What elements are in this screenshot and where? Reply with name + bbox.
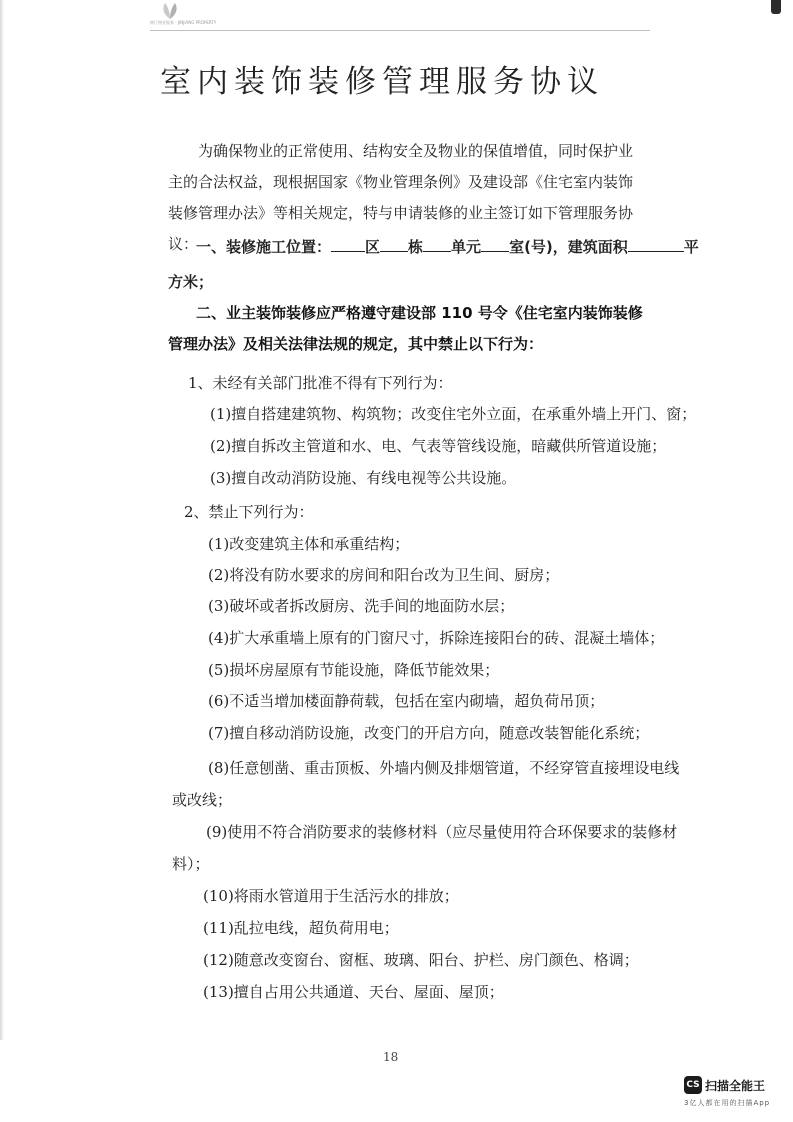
building-label: 栋 bbox=[408, 238, 424, 256]
section1-heading: 1、未经有关部门批准不得有下列行为： bbox=[188, 374, 453, 392]
company-logo bbox=[150, 2, 217, 32]
section2-item: (10)将雨水管道用于生活污水的排放； bbox=[203, 887, 459, 905]
section2-item: (3)破坏或者拆改厨房、洗手间的地面防水层； bbox=[208, 597, 515, 615]
section2-item-continued: 料）； bbox=[172, 855, 210, 873]
clause2-paragraph: 二、业主装饰装修应严格遵守建设部 110 号令《住宅室内装饰装修管理办法》及相关法律法规的规定，其中禁止以下行为： bbox=[168, 304, 643, 353]
section2-item: (4)扩大承重墙上原有的门窗尺寸，拆除连接阳台的砖、混凝土墙体； bbox=[208, 629, 665, 647]
room-label: 室(号)，建筑面积 bbox=[509, 238, 628, 256]
section2-item: (1)改变建筑主体和承重结构； bbox=[208, 535, 410, 553]
section2-heading: 2、禁止下列行为： bbox=[184, 503, 314, 521]
section2-item: (13)擅自占用公共通道、天台、屋面、屋顶； bbox=[203, 983, 504, 1001]
section1-item: (1)擅自搭建建筑物、构筑物；改变住宅外立面，在承重外墙上开门、窗； bbox=[210, 405, 697, 423]
district-label: 区 bbox=[365, 238, 381, 256]
scanner-watermark bbox=[684, 1076, 790, 1116]
clause1-line2: 方米； bbox=[168, 273, 214, 291]
leaf-logo-icon bbox=[159, 2, 181, 20]
intro-paragraph: 为确保物业的正常使用、结构安全及物业的保值增值，同时保护业主的合法权益，现根据国家《物业管理条例》及建设部《住宅室内装饰装修管理办法》等相关规定，特与申请装修的业主签订如下管理服务协议： bbox=[168, 142, 634, 253]
section2-item: (5)损坏房屋原有节能设施，降低节能效果； bbox=[208, 661, 500, 679]
page-number: 18 bbox=[383, 1050, 399, 1064]
section2-item: (12)随意改变窗台、窗框、玻璃、阳台、护栏、房门颜色、格调； bbox=[203, 951, 639, 969]
square-label: 平 bbox=[683, 238, 699, 256]
unit-label: 单元 bbox=[451, 238, 482, 256]
room-blank bbox=[481, 237, 509, 252]
section1-item: (3)擅自改动消防设施、有线电视等公共设施。 bbox=[210, 469, 517, 487]
page-edge-shadow bbox=[0, 0, 4, 1040]
section2-item: (11)乱拉电线，超负荷用电； bbox=[203, 919, 399, 937]
watermark-app-name: 扫描全能王 bbox=[705, 1078, 766, 1093]
clause1-line1 bbox=[196, 236, 699, 257]
section2-item: (9)使用不符合消防要求的装修材料（应尽量使用符合环保要求的装修材 bbox=[206, 823, 678, 841]
unit-blank bbox=[423, 237, 451, 252]
header-divider bbox=[150, 30, 650, 31]
building-blank bbox=[380, 237, 408, 252]
watermark-slogan: 3亿人都在用的扫描App bbox=[684, 1099, 771, 1107]
camscanner-logo-icon: CS bbox=[684, 1076, 702, 1094]
district-blank bbox=[331, 237, 365, 252]
section2-item: (2)将没有防水要求的房间和阳台改为卫生间、厨房； bbox=[208, 566, 560, 584]
section2-item-continued: 或改线； bbox=[172, 791, 233, 809]
section2-item: (8)任意刨凿、重击顶板、外墙内侧及排烟管道，不经穿管直接埋设电线 bbox=[208, 759, 680, 777]
binder-clip-mark bbox=[771, 0, 781, 14]
section2-item: (6)不适当增加楼面静荷载，包括在室内砌墙，超负荷吊顶； bbox=[208, 692, 605, 710]
section2-item: (7)擅自移动消防设施，改变门的开启方向，随意改装智能化系统； bbox=[208, 724, 650, 742]
section1-item: (2)擅自拆改主管道和水、电、气表等管线设施，暗藏供所管道设施； bbox=[210, 437, 667, 455]
logo-text: 锦江物业服务 · JINJIANG PROPERTY bbox=[150, 20, 217, 25]
clause1-prefix: 一、装修施工位置： bbox=[196, 238, 332, 256]
area-blank bbox=[628, 237, 684, 252]
document-title: 室内装饰装修管理服务协议 bbox=[160, 64, 604, 100]
